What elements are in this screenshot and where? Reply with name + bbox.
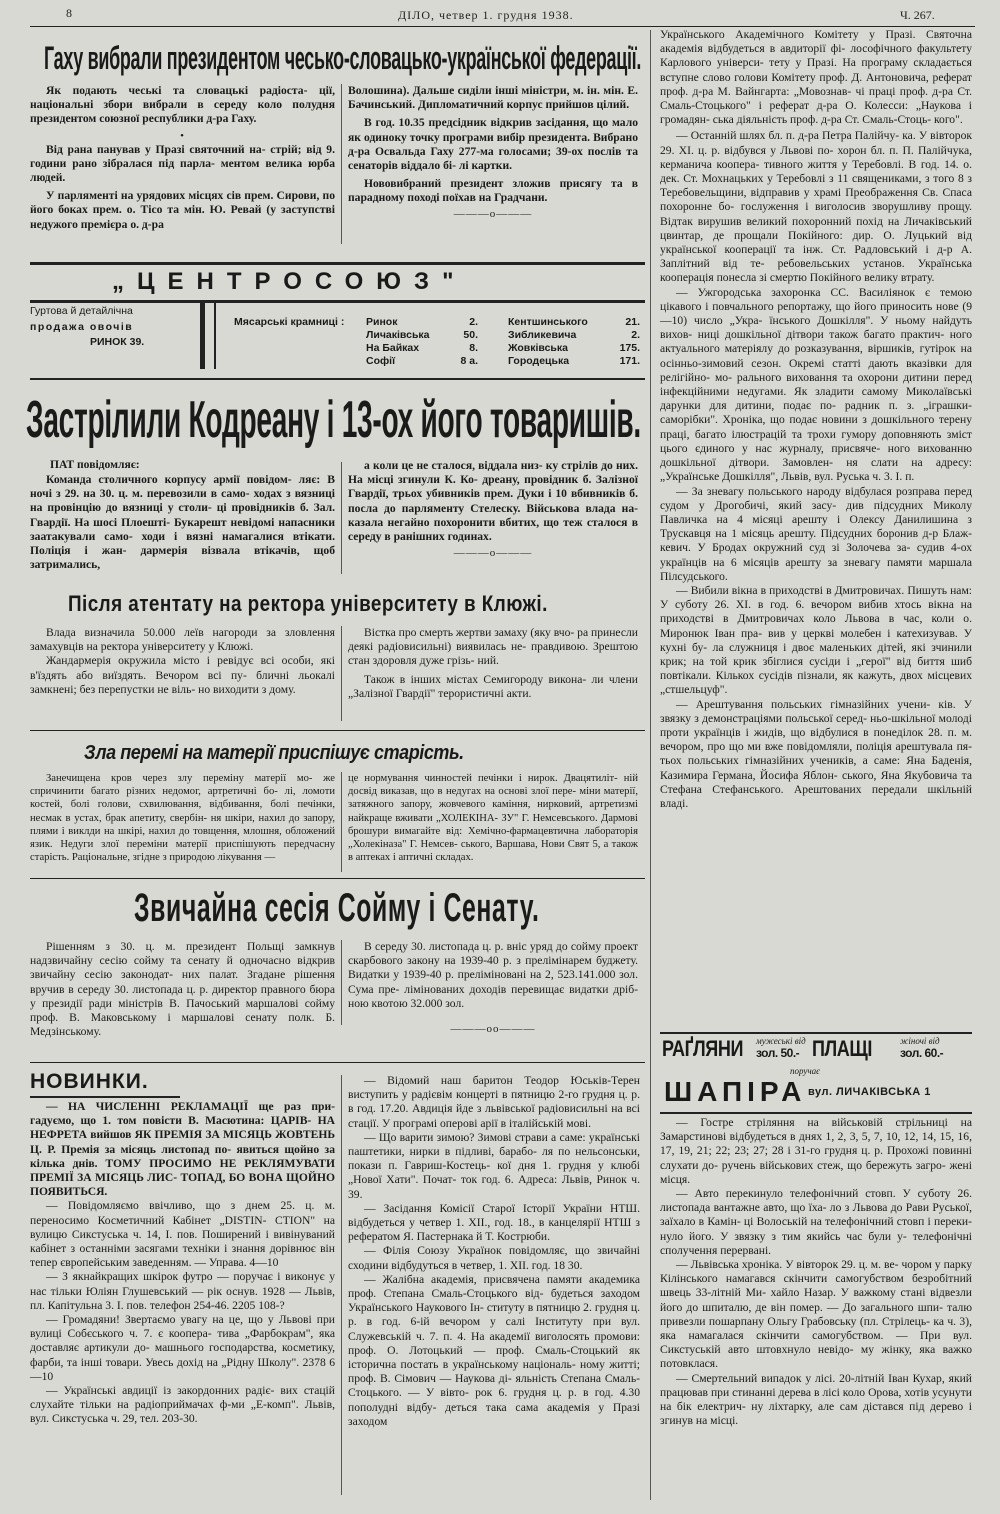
novynky-col2 (348, 1074, 640, 1429)
right-column-top (660, 28, 972, 811)
paragraph: Влада визначила 50.000 леїв нагороди за зловлення замахувців на ректора університету у Клюжі. (30, 626, 335, 654)
section-title-novynky: НОВИНКИ. (30, 1070, 149, 1093)
paragraph: Також в інших містах Семигороду викона- ли члени „Залізної Гвардії" терористичні акти. (348, 672, 638, 700)
ad-left-line2: продажа овочів (30, 321, 134, 333)
news-item: — Повідомляємо ввічливо, що з днем 25. ц. м. переносимо Косметичний Кабінет „DISTIN- CTION" на вулицю Сикстуська ч. 14, I. пов. Поширений і вивінуваний кабінет з останніми засягами техніки і знання дорівнює він тепер європейським заведенням. — Управа. 4—10 (30, 1199, 335, 1270)
column-rule-right (650, 30, 651, 1500)
separator: ———o——— (453, 207, 533, 220)
news-item: — Арештування польських гімназійних учени- ків. У звязку з демонстраціями польської серед- ньо-шкільної молоді проти українців і жидів, що відбулися в понеділок 28. п. м. вечором, про що ми вже повідомляли, поліція арештувала пя- тьох польських гімназійних учеників, а саме: Яна Баденія, Казимира Германа, Йосифа Яблон- ського, Яна Якубовича та Стефана Стефанського. Арештованих передали шкільній владі. (660, 697, 972, 810)
news-item: — Смертельний випадок у лісі. 20-літній Іван Кухар, який працював при стинанні дерева в лісі коло Орова, хотів усунути на бік електрич- ну ліхтарку, але сам дістався під дерево і згинув на місці. (660, 1371, 972, 1428)
ad-rule (660, 1112, 972, 1114)
separator: ———o——— (453, 547, 533, 560)
paragraph: Українського Академічного Комітету у Празі. Святочна академія відбудеться в авдиторії фі- лософічного факультету Карлового універси- тету у Празі. На програму складається вступне слово голови Комітету проф. Д. Антоновича, реферат проф. д-ра М. Вайнгарта: „Мовознав- чі праці проф. д-ра Ст. Смаль-Стоцького" і реферат д-ра О. Колесси: „Наукова і громадян- ська діяльність проф. д-ра Ст. Смаль-Стоць- кого". (660, 28, 972, 127)
news-item: — Громадяни! Звертаємо увагу на це, що у Львові при вулиці Собєського ч. 7. є коопера- тива „Фарбокрам", яка доставляє артикули до- машнього господарства, косметику, фарби, та інші товари. Увесь дохід на „Рідну Школу". 2378 6—10 (30, 1313, 335, 1383)
section-rule (30, 878, 645, 879)
shop-name: Зибликевича (508, 329, 577, 341)
shop-row (508, 316, 640, 329)
paragraph: Занечищена кров через злу переміну матерії мо- же спричинити багато різних недомог, артретичні бо- лі, ломоти костей, болі голови, схвилювання, відбивання, болі печінки, несмак в устах, брак апетиту, свербін- ня шкіри, нахил до запору, плями і виклди на шкірі, нахил до товщення, млошня, обложений язик. Недуги злої переміни матерії приспішують передчасну старість. Раціональне, згідне з природою лікування — (30, 773, 335, 864)
shop-name: Личаківська (366, 329, 430, 341)
headline-sejm: Звичайна сесія Сойму і Сенату. (134, 886, 540, 930)
ad-shops-list-1 (366, 316, 478, 368)
shop-row (508, 342, 640, 355)
news-item: — Жалібна академія, присвячена памяти академика проф. Степана Смаль-Стоцького від- будеться заходом Українського Наукового Ін- ституту в пятницю 2. грудня ц. р. в год. 6-ій вечором у салі Інституту при вул. Служевській ч. 7. п. 4. На академії виголосять промови: проф. О. Лотоцький — проф. Смаль-Стоцький як історична постать в українському національ- ному житті; проф. В. Сімович — Наукова ді- яльність Степана Смаль-Стоцького. — У вівто- рок 6. грудня ц. р. в год. 4.30 пополудні відбу- деться така сама академія у Празі заходом (348, 1272, 640, 1428)
ad-price1: зол. 50.- (756, 1046, 800, 1060)
news-item: — Ужгородська захоронка СС. Василіянок є темою цікавого і повчального репортажу, що його приносить нове (9—10) число „Укра- їнського Дошкілля". У ньому найдуть вихов- ниці дошкільної дітвори також багато практич- ного актуального матеріялу до розказування, віршиків, гутірок на осінньо-зимовий сезон. Окремі статті дають вказівки для релігійно- мо- рального виховання та охорони дитини перед інфекційними недугами. Як зладити самому Миколаївські дарунки для дитини, подає по- радник п. з. „іграшки-саморібки". Хроніка, що подає новини з дошкільного терену праці, багато ілюстрацій та трохи гумору доповняють зміст цього єдиного у нас журналу, присвяче- ного вихованню дошкільної дітвори. Замовлен- ня слати на адресу: „Українське Дошкілля", Львів, вул. Руська ч. 3. I. п. (660, 285, 972, 484)
column-rule (341, 626, 342, 721)
news-item: — Відомий наш баритон Теодор Юськів-Терен виступить у радієвім концерті в пятницю 2-го грудня ц. р. в год. 17.20. Авдиція йде з львівської радіовисильні на всі стації. У програмі оперові арії в італійській мові. (348, 1074, 640, 1130)
column-rule (341, 1075, 342, 1495)
paragraph: Жандармерія окружила місто і ревідує всі особи, які в'їздять або виїздять. Вечором всі пу- бличні льокалі замкнені; без перепустки не віль- но виходити з дому. (30, 654, 335, 696)
ad-bottom-rule (30, 378, 645, 380)
masthead-line: ДІЛО, четвер 1. грудня 1938. (398, 8, 574, 22)
news-item: — Вибили вікна в приходстві в Дмитровичах. Пишуть нам: У суботу 26. XI. в год. 6. вечором вибив хтось вікна на приходстві в Дмитровичах коло Львова в час, коли о. Миронюк Іван пра- вив у церкві молебен і катехизував. У кухні бу- ла служниця і двоє маленьких дітей, які зчинили крик; на той крик збіглися сусіди і „герої" від биття шиб повтікали. Кількох сусідів пізнали, як кажуть, двох місцевих „стшельцуф". (660, 583, 972, 697)
ad-left-line1: Гуртова й детайлічна (30, 305, 133, 317)
shop-no: 2. (469, 316, 478, 328)
news-agency: ПАТ повідомляє: (50, 458, 140, 471)
ad-poruchaye: поручає (790, 1066, 821, 1076)
news-item: — НА ЧИСЛЕННІ РЕКЛАМАЦІЇ ще раз при- гадуємо, що 1. том повісти В. Масютина: ЦАРІВ- НА НЕФРЕТА вийшов ЯК ПРЕМІЯ ЗА МІСЯЦЬ ЖОВТЕНЬ Ц. Р. Премія за місяць листопад по- явиться щойно за кілька днів. ТОМУ ПРОСИМО НЕ РЕКЛЯМУВАТИ ПРЕМІЇ ЗА МІСЯЦЬ ЛИС- ТОПАД, БО ВОНА ЩОЙНО ПОЯВИТЬСЯ. (30, 1100, 335, 1199)
shop-row (508, 329, 640, 342)
news-item: — Останній шлях бл. п. д-ра Петра Палійчу- ка. У вівторок 29. XI. ц. р. відбувся у Львові по- хорон бл. п. П. Палійчука, керманича коопера- тивного життя у Теребовлі. В год. 14. о. дек. Ст. Мохнацьких у Теребовлі з 11 священиками, з того 8 з Теребовельщини, відправив у храмі Преображення Св. Спаса похоронне бо- гослуження і виголосив зворушливу прощу. Відтак вирушив великий похоронний похід на Личаківський цвинтар, де прощали Покійного: дир. О. Луцький від української кооперації та інж. Ст. Радловський і д-р А. Заплітний від те- ребовельських установ. Українська кооперація понесла зі смертю Покійного велику втрату. (660, 129, 972, 285)
article-sejm-col1 (30, 940, 335, 1039)
shop-no: 8. (469, 342, 478, 354)
ad-top-rule (30, 262, 645, 265)
page-number: 8 (66, 6, 72, 20)
paragraph: Команда столичного корпусу армії повідом- ляє: В ночі з 29. на 30. ц. м. перевозили в само- ходах з вязниці на провінцію до вязниці у столи- ці провідників б. Зал. Гвардії. На шосі Плоешті- Букарешт невідомі напасники заатакували само- ходи і вязні намагалися втікати. Поліція і жан- дармерія візвала втікачів, щоб затримались, (30, 473, 335, 572)
column-rule (341, 772, 342, 872)
paragraph: а коли це не сталося, віддала низ- ку стрілів до них. На місці згинули К. Ко- дреану, провідник б. Залізної Гвардії, трьох убивників прем. Дуки і 10 вбивників б. посла до парляменту Стелеску. Військова влада на- казала негайно похоронити вбитих, що теж сталося в середу в ранішних годинах. (348, 459, 638, 544)
article-hacha-col1 (30, 84, 335, 232)
shop-name: На Байках (366, 342, 420, 354)
news-item: — Філія Союзу Українок повідомляє, що звичайні сходини відбудуться в четвер, 1. XII. год. 18 30. (348, 1244, 640, 1272)
headline-codreanu: Застрілили Кодреану і 13-ох його товаришів. (26, 391, 641, 449)
issue-number: Ч. 267. (900, 8, 935, 22)
article-cluj-col1 (30, 626, 335, 697)
article-hacha-col2 (348, 84, 638, 220)
ad-raglan: РАҐЛЯНИ (662, 1036, 744, 1061)
shop-name: Жовківська (508, 342, 568, 354)
ad-raglan-small: мужеські від (756, 1036, 806, 1046)
headline-cluj: Після атентату на ректора університету в Клюжі. (68, 591, 548, 616)
ad-left-line3: РИНОК 39. (90, 336, 145, 348)
paragraph: Нововибраний президент зложив присягу та в парадному поході поїхав на Градчани. (348, 177, 638, 205)
shop-name: Кентшинського (508, 316, 588, 328)
ad-shapira: ШАПІРА (664, 1076, 807, 1107)
ad-centrosoyuz-title: „ЦЕНТРОСОЮЗ" (112, 268, 467, 295)
ad-plashchi: ПЛАЩІ (812, 1036, 873, 1061)
news-item: — Авто перекинуло телефонічний стовп. У суботу 26. листопада вантажне авто, що їха- ло з Львова до Рави Руської, заїхало в Камін- ці Волоській на телефонічний стовп і переки- нуло його. У звязку з тим якийсь час були у- телефонічні сполучення перервані. (660, 1187, 972, 1257)
shop-no: 8 а. (460, 355, 478, 367)
ad-shops-list-2 (508, 316, 640, 368)
shop-name: Ринок (366, 316, 398, 328)
right-column-bottom (660, 1116, 972, 1428)
shop-row (366, 355, 478, 368)
title-underline (30, 1096, 180, 1098)
article-codreanu-col1 (30, 473, 335, 572)
ad-divider-bar (200, 303, 216, 369)
headline-hacha: Гаху вибрали президентом чесько-словацько-української федерації. (44, 40, 642, 76)
shop-row (366, 329, 478, 342)
article-sejm-col2 (348, 940, 638, 1035)
shop-row (366, 342, 478, 355)
shop-no: 171. (619, 355, 640, 367)
ad-street: вул. ЛИЧАКІВСЬКА 1 (808, 1086, 931, 1098)
bullet-ornament: • (180, 129, 185, 142)
news-item: — Гостре стріляння на військовій стрільниці на Замарстинові відбудеться в днях 1, 2, 3, 5, 7, 10, 12, 14, 15, 16, 17, 19, 21; 22; 23; 27; 28 і 31-го грудня ц. р. Прохожі повинні слухати до- ручень військових стеж, що бережуть загро- жені місця. (660, 1116, 972, 1186)
ad-rule (660, 1032, 972, 1034)
separator: ———oo——— (450, 1023, 536, 1036)
shop-name: Софії (366, 355, 396, 367)
ad-plashchi-small: жіночі від (900, 1036, 940, 1046)
column-rule (341, 462, 342, 574)
ad-shops-label: Мясарські крамниці : (234, 316, 345, 328)
shop-name: Городецька (508, 355, 570, 367)
paragraph: Вістка про смерть жертви замаху (яку вчо- ра принесли деякі радіовисильні) виявилась не- правдивою. Зрештою стан здоровля дуже грізь- ний. (348, 626, 638, 668)
ad-mid-rule (30, 300, 645, 303)
ad-metabolism-col1 (30, 772, 335, 864)
shop-no: 175. (619, 342, 640, 354)
article-codreanu-col2 (348, 459, 638, 559)
news-item: — Українські авдиції із закордонних радіє- вих стацій слухайте тільки на радіоприймачах ф-ми „Е-комп". Львів, вул. Сикстуська ч. 29, тел. 203-30. (30, 1384, 335, 1426)
column-rule (341, 940, 342, 1025)
shop-row (508, 355, 640, 368)
paragraph: Рішенням з 30. ц. м. президент Польщі замкнув надзвичайну сесію сойму та сенату й одночасно відкрив звичайну сесію законодат- них палат. Згадане рішення вручив в середу 30. листопада ц. р. директор правного бюра у президії ради міністрів В. Пачоський маршалові сойму проф. В. Маковському і маршалові сенату полк. Б. Медзінському. (30, 940, 335, 1039)
paragraph: Як подають чеські та словацькі радіоста- ції, національні збори вибрали в середу коло полудня президентом союзної республики д-ра Гаху. (30, 84, 335, 126)
news-item: — Львівська хроніка. У вівторок 29. ц. м. ве- чором у парку Кілінського намагався скінчити самогубством безробітний швець 33-літній Ми- хайло Назар. У важкому стані відвезли його до шпиталю, де він помер. — До загального шпи- талю привезли пошарпану Ольгу Грабовську (пл. Стрілець- ка ч. 3), яка намагалася скінчити самогубством. — При вул. Сикстуській авто штовхнуло невідо- му жінку, яка важко потовклася. (660, 1258, 972, 1371)
column-rule (341, 84, 342, 244)
news-item: — З якнайкращих шкірок футро — поручає і виконує у нас тільки Юліян Глушевський — рік оснув. 1928 — Львів, пл. Капітульна 3. I. пов. телефон 254-46. 2205 108-? (30, 1270, 335, 1312)
article-cluj-col2 (348, 626, 638, 701)
section-rule (30, 1062, 645, 1063)
paragraph: В середу 30. листопада ц. р. вніс уряд до сойму проект скарбового закону на 1939-40 р. з прелімінарем буджету. Видатки у 1939-40 р. преліміновані на 2, 523.141.000 зол. Сума пре- лімінованих доходів перевищає видатки дріб- ною квотою 32.000 зол. (348, 940, 638, 1010)
header-rule (30, 26, 975, 27)
paragraph: це нормування чинностей печінки і нирок. Двацятиліт- ній досвід виказав, що в недугах на основі злої пере- міни матерії, затяжного запору, жовчевого каміння, нирковий, артретизмі найкраще вживати „ХОЛЕКІНА- ЗУ" Г. Немсевського. Дармові брошури вимагайте від: Хемічно-фармацевтична лабораторія „Холекіназа" Г. Немсев- ського, Варшава, Нови Свят 5, а також в аптеках і аптичні складах. (348, 773, 638, 864)
news-item: — Засідання Комісії Старої Історії України НТШ. відбудеться у четвер 1. XII., год. 18., в канцелярії НТШ з рефератом Я. Пастернака й Т. Кострюби. (348, 1201, 640, 1244)
shop-row (366, 316, 478, 329)
novynky-col1 (30, 1100, 335, 1427)
paragraph: У парляменті на урядових місцях сів прем. Сирови, по його боках прем. о. Тісо та мін. Ю. Ревай (у заступстві недужого премієра о. д-ра (30, 189, 335, 231)
shop-no: 21. (625, 316, 640, 328)
news-item: — Що варити зимою? Зимові страви а саме: українські паштетики, нирки в підливі, барабо- ля по нельсонськи, покази п. Гавриш-Костець- кої дня 1. грудня у клюбі „Нової Хати". Почат- ток год. 6. Адреса: Львів, Ринок ч. 39. (348, 1130, 640, 1201)
ad-price2: зол. 60.- (900, 1046, 944, 1060)
shop-no: 2. (631, 329, 640, 341)
ad-metabolism-col2 (348, 772, 638, 864)
headline-metabolism: Зла перемі на матерії приспішує старість. (84, 742, 464, 764)
section-rule (30, 730, 645, 731)
shop-no: 50. (463, 329, 478, 341)
news-item: — За зневагу польського народу відбулася розправа перед судом у Дрогобичі, який засу- див підсудних Миколу Павличка на 4 місяці арешту і Олексу Данилишина з Трускавця на 1 місяць арешту. Підсудних боронив д-р Блаж- кевич. У Бродах окружний суд зі Золочева за- судив 4-ох українців на 6 місяців арешту за зневагу памяти маршала Пілсудського. (660, 484, 972, 583)
paragraph: Волошина). Дальше сиділи інші міністри, м. ін. мін. Е. Бачинський. Дипломатичний корпус прийшов цілий. (348, 84, 638, 112)
paragraph: Від рана панував у Празі святочний на- стрій; від 9. години рано зібралася під парла- ментом велика юрба людей. (30, 142, 335, 185)
paragraph: В год. 10.35 предсідник відкрив засідання, що мало як одиноку точку програми вибір президента. Вибрано д-ра Освальда Гаху 277-ма голосами; 39-ох послів та сенаторів віддало бі- лі картки. (348, 116, 638, 173)
